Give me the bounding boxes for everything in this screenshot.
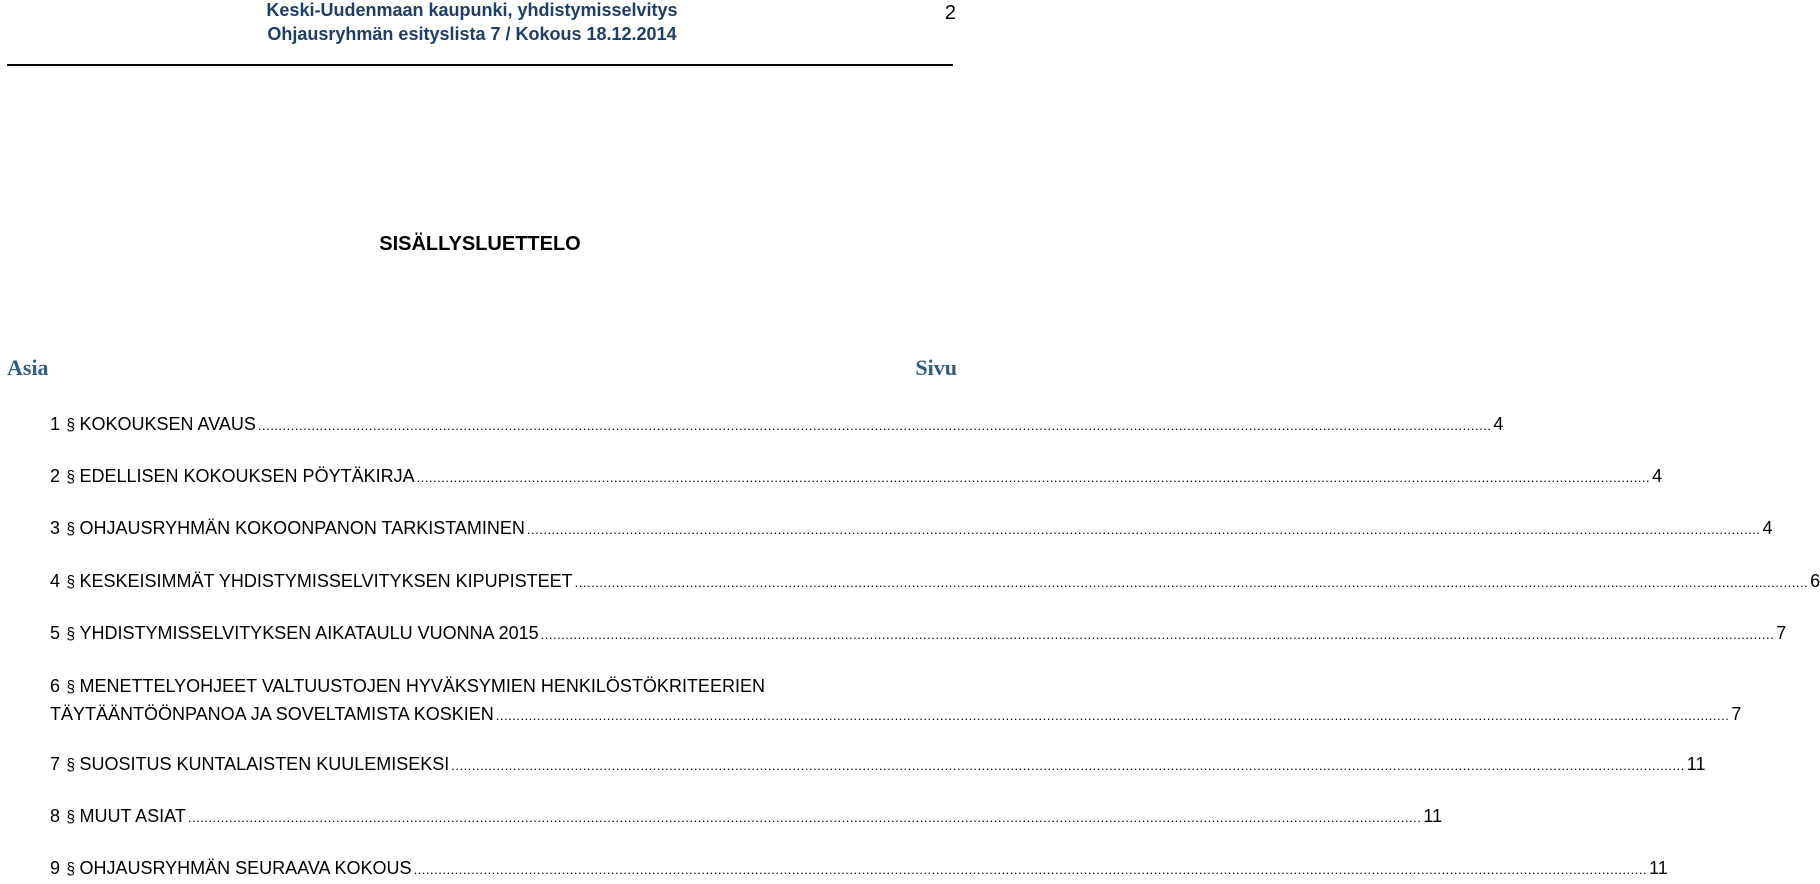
toc-entry-number: 8 xyxy=(50,806,61,826)
toc-entry[interactable] xyxy=(50,854,1668,882)
dot-leader: ............................................................................................................................................................................................................................................................................................................ xyxy=(540,627,1775,642)
toc-entry-number: 6 xyxy=(50,676,61,696)
dot-leader: ............................................................................................................................................................................................................................................................................................................ xyxy=(574,575,1809,590)
toc-entry[interactable] xyxy=(50,750,1706,778)
toc-entry-number: 1 xyxy=(50,414,61,434)
toc-entry-page: 11 xyxy=(1423,806,1443,826)
toc-entry-label: KESKEISIMMÄT YHDISTYMISSELVITYKSEN KIPUPISTEET xyxy=(79,571,573,591)
column-header-sivu: Sivu xyxy=(915,355,957,380)
toc-entry[interactable] xyxy=(50,619,1787,647)
toc-entry-number: 3 xyxy=(50,518,61,538)
toc-entry-number: 5 xyxy=(50,623,61,643)
column-header-asia: Asia xyxy=(7,355,49,380)
toc-entry-label: SUOSITUS KUNTALAISTEN KUULEMISEKSI xyxy=(79,754,450,774)
toc-entry-number: 2 xyxy=(50,466,61,486)
dot-leader: ............................................................................................................................................................................................................................................................................................................ xyxy=(495,708,1730,723)
toc-entry-page: 4 xyxy=(1762,518,1773,538)
toc-entry[interactable] xyxy=(50,672,1742,728)
toc-entry-label: KOKOUKSEN AVAUS xyxy=(79,414,256,434)
toc-entry-label: MUUT ASIAT xyxy=(79,806,186,826)
toc-entry-label: EDELLISEN KOKOUKSEN PÖYTÄKIRJA xyxy=(79,466,415,486)
header-meeting-info: Ohjausryhmän esityslista 7 / Kokous 18.12.2014 xyxy=(267,24,677,44)
toc-column-headers xyxy=(7,353,957,383)
section-symbol: § xyxy=(66,859,76,878)
toc-entry-number: 4 xyxy=(50,571,61,591)
page-number: 2 xyxy=(944,2,956,24)
toc-entry-page: 6 xyxy=(1810,571,1820,591)
page-header xyxy=(0,0,960,66)
dot-leader: ............................................................................................................................................................................................................................................................................................................ xyxy=(413,862,1648,877)
header-organization: Keski-Uudenmaan kaupunki, yhdistymisselvitys xyxy=(266,0,678,20)
section-symbol: § xyxy=(66,415,76,434)
header-divider xyxy=(7,64,953,66)
dot-leader: ............................................................................................................................................................................................................................................................................................................ xyxy=(526,522,1761,537)
toc-entry-label: YHDISTYMISSELVITYKSEN AIKATAULU VUONNA 2015 xyxy=(79,623,539,643)
header-title-block xyxy=(7,0,937,46)
toc-entry-page: 7 xyxy=(1731,704,1742,724)
section-symbol: § xyxy=(66,807,76,826)
toc-entry-page: 11 xyxy=(1686,754,1706,774)
section-symbol: § xyxy=(66,519,76,538)
toc-entry-page: 7 xyxy=(1776,623,1787,643)
toc-title: SISÄLLYSLUETTELO xyxy=(379,233,581,255)
dot-leader: ............................................................................................................................................................................................................................................................................................................ xyxy=(257,418,1492,433)
toc-entry-page: 11 xyxy=(1649,858,1668,878)
toc-entry-label: TÄYTÄÄNTÖÖNPANOA JA SOVELTAMISTA KOSKIEN xyxy=(50,704,494,724)
dot-leader: ............................................................................................................................................................................................................................................................................................................ xyxy=(416,470,1651,485)
toc-entry-label: OHJAUSRYHMÄN KOKOONPANON TARKISTAMINEN xyxy=(79,518,525,538)
toc-entry-label-line1: MENETTELYOHJEET VALTUUSTOJEN HYVÄKSYMIEN HENKILÖSTÖKRITEERIEN xyxy=(79,676,765,696)
toc-entry[interactable] xyxy=(50,567,1820,595)
toc-entry-number: 7 xyxy=(50,754,61,774)
toc-entry[interactable] xyxy=(50,462,1663,490)
section-symbol: § xyxy=(66,677,76,696)
toc-entry-page: 4 xyxy=(1652,466,1663,486)
section-symbol: § xyxy=(66,624,76,643)
dot-leader: ............................................................................................................................................................................................................................................................................................................ xyxy=(187,810,1422,825)
toc-entry[interactable] xyxy=(50,802,1443,830)
section-symbol: § xyxy=(66,467,76,486)
section-symbol: § xyxy=(66,755,76,774)
toc-entry-label: OHJAUSRYHMÄN SEURAAVA KOKOUS xyxy=(79,858,412,878)
toc-entry-number: 9 xyxy=(50,858,61,878)
toc-entry-page: 4 xyxy=(1493,414,1504,434)
dot-leader: ............................................................................................................................................................................................................................................................................................................ xyxy=(451,758,1685,773)
toc-entry[interactable] xyxy=(50,410,1504,438)
toc-entry[interactable] xyxy=(50,514,1773,542)
section-symbol: § xyxy=(66,572,76,591)
